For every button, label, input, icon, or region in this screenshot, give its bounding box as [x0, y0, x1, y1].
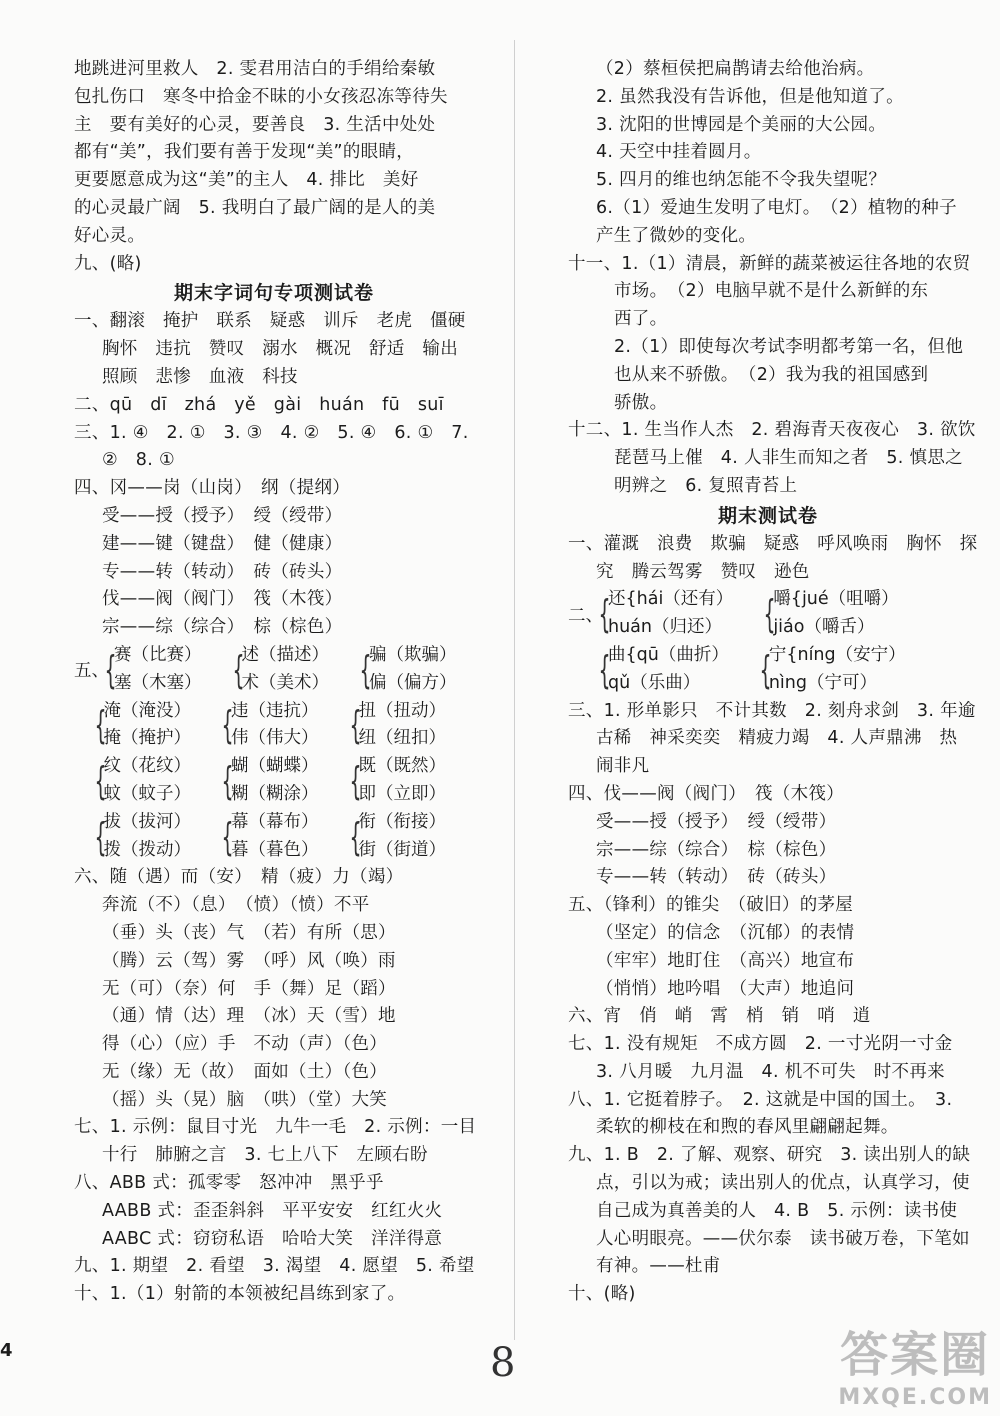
answer-line: 九、1. 期望 2. 看望 3. 渴望 4. 愿望 5. 希望: [74, 1256, 475, 1277]
pair-entry: 曲{qū（曲折）: [608, 644, 729, 665]
pair-entry: 术（美术）: [241, 672, 329, 693]
pair-entry: 拨（拨动）: [103, 839, 191, 860]
right-column: [568, 56, 978, 1309]
answer-line: 一、灌溉 浪费 欺骗 疑惑 呼风唤雨 胸怀 探: [568, 533, 978, 554]
answer-line: 建——键（键盘） 健（健康）: [102, 533, 343, 554]
answer-line: 四、伐——阀（阀门） 筏（木筏）: [568, 783, 845, 804]
pair-entry: 宁{níng（安宁）: [768, 644, 906, 665]
answer-line: 七、1. 示例：鼠目寸光 九牛一毛 2. 示例：一目: [74, 1117, 477, 1138]
pair-entry: 偏（偏方）: [369, 672, 457, 693]
brace-icon: {: [349, 814, 362, 859]
pair-entry: 蝴（蝴蝶）: [231, 756, 319, 777]
answer-line: 照顾 悲惨 血液 科技: [102, 366, 298, 387]
pair-entry: 伟（伟大）: [231, 728, 319, 749]
answer-line: 4. 天空中挂着圆月。: [596, 142, 762, 163]
answer-line: 闹非凡: [596, 756, 650, 777]
brace-pair: [219, 753, 319, 809]
answer-line: （摇）头（晃）脑 （哄）（堂）大笑: [102, 1089, 388, 1110]
brace-icon: {: [221, 814, 234, 859]
pair-entry: 嚼{jué（咀嚼）: [773, 589, 899, 610]
answer-group: [568, 586, 968, 642]
pair-entry: qǔ（乐曲）: [608, 672, 701, 693]
answer-line: 的心灵最广阔 5. 我明白了最广阔的是人的美: [74, 197, 436, 218]
answer-line: 专——转（转动） 砖（砖头）: [596, 867, 837, 888]
pair-entry: 述（描述）: [241, 644, 329, 665]
pair-entry: 纽（纽扣）: [358, 728, 446, 749]
answer-line: 宗——综（综合） 棕（棕色）: [102, 617, 343, 638]
answer-line: 都有“美”，我们要有善于发现“美”的眼睛，: [74, 142, 415, 163]
left-column: [74, 56, 477, 1309]
brace-pair: [347, 809, 447, 865]
brace-icon: {: [221, 703, 234, 748]
pair-entry: 蚊（蚊子）: [103, 783, 191, 804]
page-number: 4: [0, 1340, 13, 1361]
brace-pair: [347, 698, 447, 754]
answer-line: 好心灵。: [74, 225, 146, 246]
brace-icon: {: [94, 758, 107, 803]
answer-group: [74, 809, 474, 865]
answer-line: 受——授（授予） 绶（绶带）: [102, 505, 343, 526]
answer-line: 3. 八月暖 九月温 4. 机不可失 时不再来: [596, 1061, 945, 1082]
section-title: 期末测试卷: [717, 504, 818, 527]
answer-line: 6.（1）爱迪生发明了电灯。 （2）植物的种子: [596, 197, 957, 218]
answer-line: 十二、1. 生当作人杰 2. 碧海青天夜夜心 3. 欲饮: [568, 420, 976, 441]
brace-pair: [92, 809, 192, 865]
answer-line: 主 要有美好的心灵，要善良 3. 生活中处处: [74, 114, 436, 135]
answer-line: 宗——综（综合） 棕（棕色）: [596, 839, 837, 860]
brace-icon: {: [349, 758, 362, 803]
brace-pair: [347, 753, 447, 809]
pair-entry: 拔（拔河）: [103, 811, 191, 832]
answer-line: 四、冈——岗（山岗） 纲（提纲）: [74, 478, 351, 499]
brace-pair: [357, 642, 457, 698]
answer-group: [74, 642, 474, 698]
answer-line: 五、（锋利）的锥尖 （破旧）的茅屋: [568, 895, 854, 916]
pair-entry: 扭（扭动）: [358, 700, 446, 721]
answer-line: 更要愿意成为这“美”的主人 4. 排比 美好: [74, 170, 419, 191]
brace-icon: {: [232, 647, 245, 692]
answer-line: 七、1. 没有规矩 不成方圆 2. 一寸光阴一寸金: [568, 1034, 953, 1055]
answer-line: 六、随（遇）而（安） 精（疲）力（竭）: [74, 867, 404, 888]
answer-line: 2. 虽然我没有告诉他，但是他知道了。: [596, 86, 904, 107]
answer-line: 究 腾云驾雾 赞叹 逊色: [596, 561, 810, 582]
answer-line: 十行 肺腑之言 3. 七上八下 左顾右盼: [102, 1145, 428, 1166]
answer-group: [568, 642, 968, 698]
pair-entry: 塞（木塞）: [114, 672, 202, 693]
answer-line: 胸怀 违抗 赞叹 溺水 概况 舒适 输出: [102, 339, 458, 360]
watermark-logo: 答案圈: [840, 1327, 991, 1383]
brace-pair: [230, 642, 330, 698]
answer-line: 人心明眼亮。——伏尔泰 读书破万卷，下笔如: [596, 1228, 970, 1249]
answer-line: 古稀 神采奕奕 精疲力竭 4. 人声鼎沸 热: [596, 728, 958, 749]
pair-entry: 衔（衔接）: [358, 811, 446, 832]
answer-line: 受——授（授予） 绶（绶带）: [596, 811, 837, 832]
pair-entry: 纹（花纹）: [103, 756, 191, 777]
answer-line: （坚定）的信念 （沉郁）的表情: [596, 922, 855, 943]
answer-line: 明辨之 6. 复照青苔上: [614, 475, 798, 496]
answer-line: 十、(略): [568, 1284, 636, 1305]
answer-line: 有神。——杜甫: [596, 1256, 721, 1277]
brace-pair: [757, 642, 906, 698]
answer-line: 产生了微妙的变化。: [596, 225, 757, 246]
answer-line: 伐——阀（阀门） 筏（木筏）: [102, 589, 343, 610]
brace-icon: {: [598, 592, 611, 637]
answer-line: 2.（1）即使每次考试李明都考第一名，但他: [614, 336, 964, 357]
brace-icon: {: [94, 814, 107, 859]
answer-line: 也从来不骄傲。 （2）我为我的祖国感到: [614, 364, 929, 385]
section-title: 期末字词句专项测试卷: [173, 282, 374, 305]
answer-line: 三、1. ④ 2. ① 3. ③ 4. ② 5. ④ 6. ① 7.: [74, 422, 469, 443]
answer-line: AABC 式：窃窃私语 哈哈大笑 洋洋得意: [102, 1228, 443, 1249]
answer-line: AABB 式：歪歪斜斜 平平安安 红红火火: [102, 1200, 443, 1221]
pair-entry: huán（归还）: [608, 617, 722, 638]
answer-line: （牢牢）地盯住 （高兴）地宣布: [596, 950, 855, 971]
answer-line: 柔软的柳枝在和煦的春风里翩翩起舞。: [596, 1117, 899, 1138]
answer-line: 十一、1.（1）清晨，新鲜的蔬菜被运往各地的农贸: [568, 253, 971, 274]
brace-pair: [92, 698, 192, 754]
answer-line: 十、1.（1）射箭的本领被纪昌练到家了。: [74, 1284, 406, 1305]
pair-entry: 既（既然）: [358, 756, 446, 777]
answer-line: 点，引以为戒；读出别人的优点，认真学习，使: [596, 1173, 970, 1194]
answer-line: （腾）云（驾）雾 （呼）风（唤）雨: [102, 950, 396, 971]
answer-line: 琵琶马上催 4. 人非生而知之者 5. 慎思之: [614, 448, 963, 469]
column-divider: [514, 40, 515, 1340]
answer-line: 专——转（转动） 砖（砖头）: [102, 561, 343, 582]
answer-line: 八、ABB 式：孤零零 怒冲冲 黑乎乎: [74, 1173, 384, 1194]
watermark-url: MXQE.COM: [838, 1385, 992, 1410]
pair-entry: 糊（糊涂）: [231, 783, 319, 804]
watermark: [838, 1316, 992, 1410]
brace-icon: {: [104, 647, 117, 692]
brace-icon: {: [598, 647, 611, 692]
answer-line: 三、1. 形单影只 不计其数 2. 刻舟求剑 3. 年逾: [568, 700, 976, 721]
answer-line: （2）蔡桓侯把扁鹊请去给他治病。: [596, 59, 875, 79]
answer-line: 自己成为真善美的人 4. B 5. 示例：读书使: [596, 1200, 958, 1221]
brace-icon: {: [94, 703, 107, 748]
answer-line: （垂）头（丧）气 （若）有所（思）: [102, 922, 396, 943]
answer-line: 奔流（不）（息） （愤）（愤）不平: [102, 895, 370, 916]
pair-entry: 淹（淹没）: [103, 700, 191, 721]
answer-line: 包扎伤口 寒冬中拾金不昧的小女孩忍冻等待失: [74, 86, 448, 107]
answer-line: ② 8. ①: [102, 450, 175, 471]
answer-line: 无（缘）无（故） 面如（土）（色）: [102, 1061, 388, 1082]
answer-line: 九、1. B 2. 了解、观察、研究 3. 读出别人的缺: [568, 1145, 971, 1166]
group-lead: 二、: [568, 605, 603, 626]
answer-line: （悄悄）地吟唱 （大声）地追问: [596, 978, 855, 999]
handwritten-mark: 8: [490, 1340, 516, 1386]
brace-icon: {: [349, 703, 362, 748]
brace-pair: [92, 753, 192, 809]
answer-line: 5. 四月的维也纳怎能不令我失望呢？: [596, 170, 887, 191]
brace-pair: [596, 586, 733, 642]
answer-line: 八、1. 它挺着脖子。 2. 这就是中国的国土。 3.: [568, 1089, 953, 1110]
pair-entry: 掩（掩护）: [103, 728, 191, 749]
answer-line: 3. 沈阳的世博园是个美丽的大公园。: [596, 114, 887, 135]
answer-line: 六、宵 俏 峭 霄 梢 销 哨 逍: [568, 1006, 871, 1027]
brace-pair: [761, 586, 898, 642]
pair-entry: nìng（宁可）: [768, 672, 877, 693]
answer-group: [74, 753, 474, 809]
answer-line: （通）情（达）理 （冰）天（雪）地: [102, 1006, 396, 1027]
brace-icon: {: [763, 592, 776, 637]
brace-pair: [596, 642, 729, 698]
pair-entry: 即（立即）: [358, 783, 446, 804]
answer-line: 西了。: [614, 309, 668, 330]
pair-entry: 还{hái（还有）: [608, 589, 734, 610]
pair-entry: 赛（比赛）: [114, 644, 202, 665]
pair-entry: jiáo（嚼舌）: [773, 617, 875, 638]
answer-line: 骄傲。: [614, 392, 668, 413]
brace-pair: [219, 809, 319, 865]
answer-line: 二、qū dī zhá yě gài huán fū suī: [74, 394, 444, 415]
answer-line: 九、(略): [74, 253, 142, 274]
answer-line: 一、翻滚 掩护 联系 疑惑 训斥 老虎 僵硬: [74, 311, 466, 332]
brace-pair: [102, 642, 202, 698]
brace-pair: [219, 698, 319, 754]
answer-line: 地跳进河里救人 2. 雯君用洁白的手绢给秦敏: [74, 59, 436, 79]
pair-entry: 幕（幕布）: [231, 811, 319, 832]
pair-entry: 街（街道）: [358, 839, 446, 860]
brace-icon: {: [359, 647, 372, 692]
pair-entry: 骗（欺骗）: [369, 644, 457, 665]
answer-group: [74, 698, 474, 754]
answer-line: 无（可）（奈）何 手（舞）足（蹈）: [102, 978, 396, 999]
group-lead: 五、: [74, 661, 109, 682]
pair-entry: 违（违抗）: [231, 700, 319, 721]
brace-icon: {: [221, 758, 234, 803]
brace-icon: {: [759, 647, 772, 692]
answer-line: 得（心）（应）手 不动（声）（色）: [102, 1034, 388, 1055]
answer-line: 市场。 （2）电脑早就不是什么新鲜的东: [614, 281, 929, 302]
pair-entry: 暮（暮色）: [231, 839, 319, 860]
